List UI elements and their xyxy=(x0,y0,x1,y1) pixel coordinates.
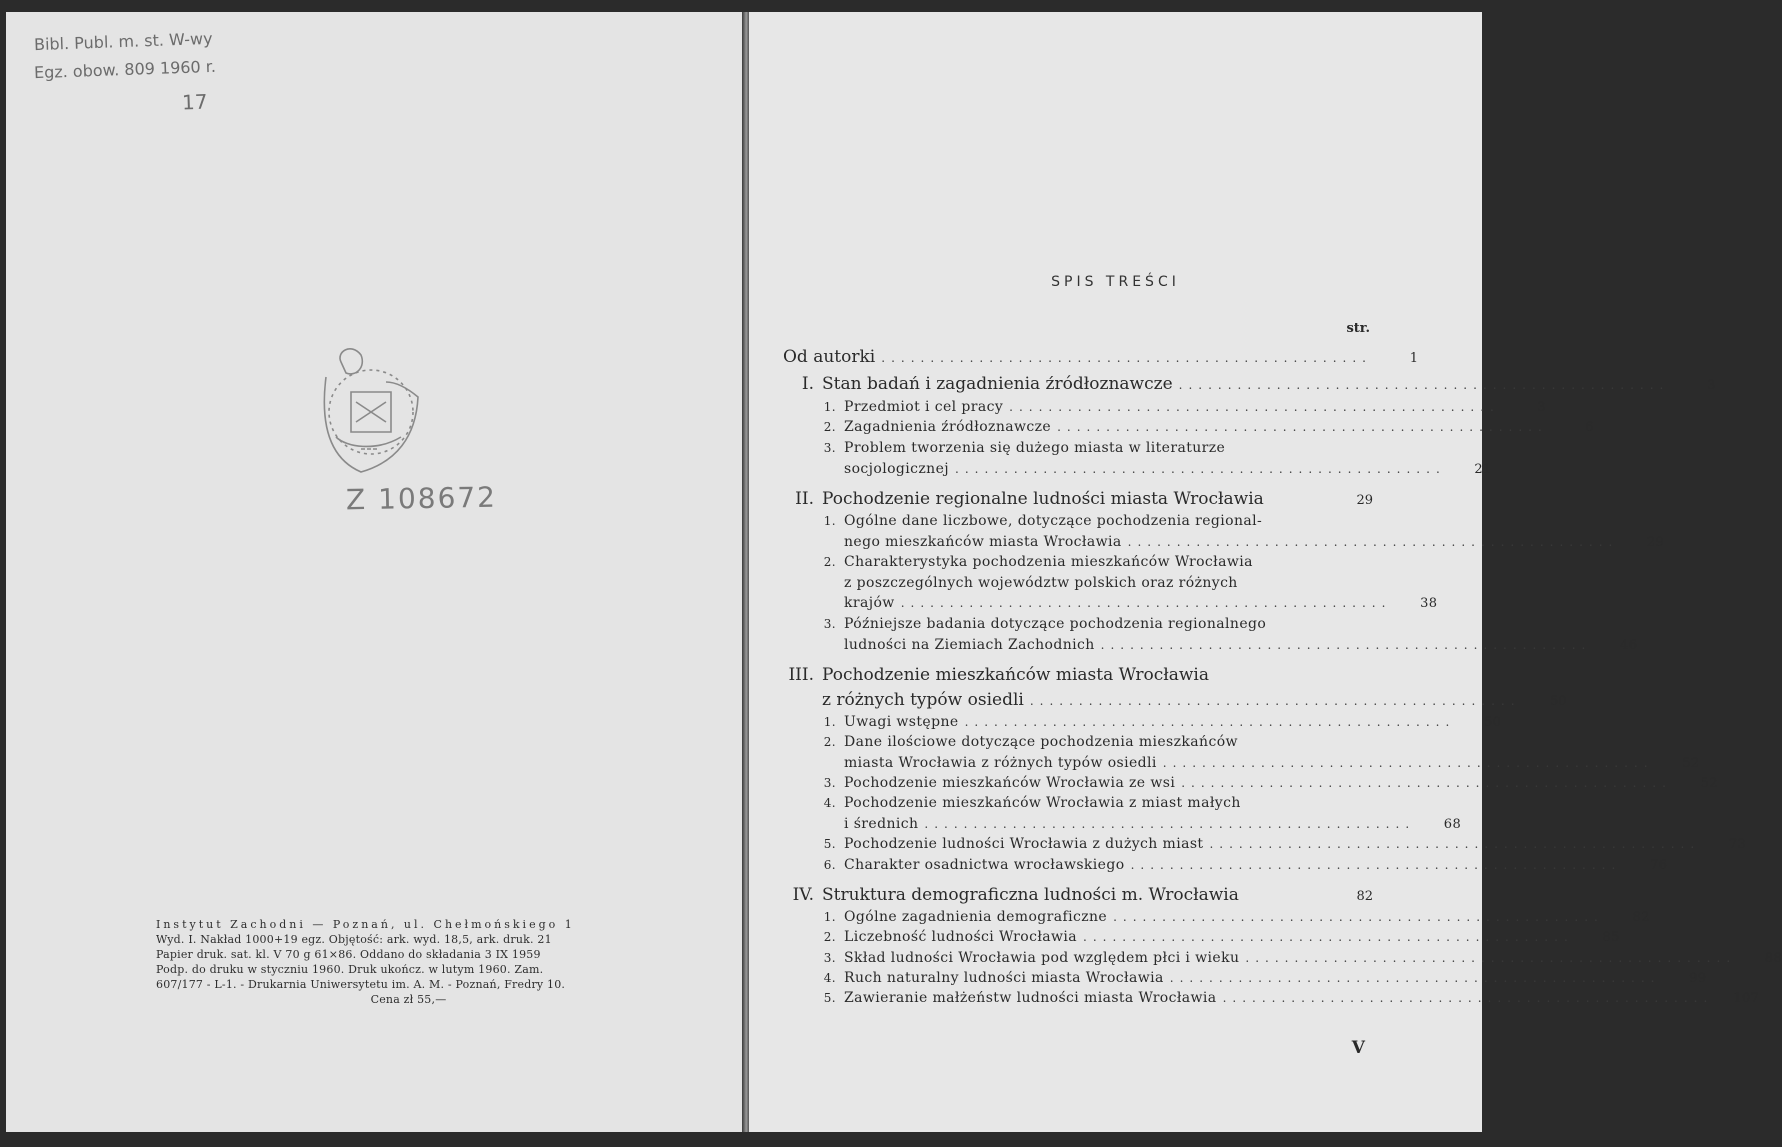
toc-chapter xyxy=(759,665,1373,685)
toc-entry xyxy=(812,440,1373,456)
toc-entry-number: 3. xyxy=(823,617,836,631)
toc-entry-continuation xyxy=(844,755,1700,771)
toc-entry-number: 2. xyxy=(823,420,836,434)
imprint-line: Papier druk. sat. kl. V 70 g 61×86. Oddano do składania 3 IX 1959 xyxy=(156,948,541,961)
dot-leader: .................................................. xyxy=(1083,930,1574,944)
toc-page-number: 107 xyxy=(1733,991,1760,1006)
toc-entry xyxy=(812,399,1546,415)
dot-leader: .................................................. xyxy=(1169,971,1661,985)
toc-entry-text: ludności na Ziemiach Zachodnich xyxy=(844,637,1095,653)
right-page xyxy=(749,12,1782,1132)
toc-page-number: 6 xyxy=(1585,420,1594,435)
toc-entry-text: Ogólne zagadnienia demograficzne xyxy=(844,909,1108,925)
dot-leader: .................................................. xyxy=(964,715,1456,729)
toc-entry-text: Pochodzenie mieszkańców Wrocławia ze wsi xyxy=(844,775,1176,791)
imprint-line: Podp. do druku w styczniu 1960. Druk ukończ. w lutym 1960. Zam. xyxy=(156,963,544,976)
imprint-price: Cena zł 55,— xyxy=(370,993,447,1006)
toc-page-number: 21 xyxy=(1474,462,1492,477)
toc-entry xyxy=(812,714,1502,730)
toc-page-number: 29 xyxy=(1356,493,1373,508)
toc-entry-number: 1. xyxy=(823,400,836,414)
toc-entry xyxy=(812,950,1782,966)
toc-title: SPIS TREŚCI xyxy=(1051,274,1180,290)
toc-entry-text: Skład ludności Wrocławia pod względem płci i wieku xyxy=(844,950,1240,966)
toc-chapter-title: z różnych typów osiedli xyxy=(822,690,1024,710)
toc-chapter xyxy=(759,374,1716,394)
imprint-block xyxy=(156,917,661,1007)
toc-entry-text: Ruch naturalny ludności miasta Wrocławia xyxy=(844,970,1164,986)
dot-leader: .................................................. xyxy=(1130,858,1622,872)
toc-entry-text: nego mieszkańców miasta Wrocławia xyxy=(844,534,1122,550)
toc-chapter-title: Struktura demograficzna ludności m. Wrocławia xyxy=(822,885,1239,905)
toc-page-number: 68 xyxy=(1443,817,1462,832)
dot-leader: .................................................. xyxy=(1222,991,1714,1005)
imprint-line: 607/177 - L-1. - Drukarnia Uniwersytetu im. A. M. - Poznań, Fredry 10. xyxy=(156,978,566,991)
dot-leader: .................................................. xyxy=(1209,837,1701,851)
toc-entry-text: Ogólne dane liczbowe, dotyczące pochodzenia regional- xyxy=(844,513,1263,529)
toc-entry xyxy=(812,990,1760,1006)
library-note-line3: 17 xyxy=(181,89,208,115)
toc-entry-text: Charakterystyka pochodzenia mieszkańców Wrocławia xyxy=(844,554,1253,570)
dot-leader: .................................................. xyxy=(955,462,1446,476)
toc-chapter-title: Pochodzenie regionalne ludności miasta Wrocławia xyxy=(822,489,1264,509)
dot-leader: .................................................. xyxy=(1127,535,1619,549)
library-note-line1: Bibl. Publ. m. st. W-wy xyxy=(33,28,213,55)
toc-entry-continuation xyxy=(844,461,1492,477)
toc-entry-number: 5. xyxy=(823,837,836,851)
toc-entry-number: 2. xyxy=(823,735,836,749)
toc-entry xyxy=(812,909,1650,925)
dot-leader: .................................................. xyxy=(924,817,1416,831)
toc-chapter-number: I. xyxy=(801,374,814,394)
dot-leader: .................................................. xyxy=(1181,776,1672,790)
toc-entry-text: Zawieranie małżeństw ludności miasta Wrocławia xyxy=(844,990,1217,1006)
toc-entry-number: 4. xyxy=(823,971,836,985)
toc-entry xyxy=(812,513,1373,529)
page-number: V xyxy=(1351,1038,1365,1058)
toc-entry-text: Dane ilościowe dotyczące pochodzenia mieszkańców xyxy=(844,734,1238,750)
toc-chapter-number: II. xyxy=(795,489,814,509)
toc-page-number: 99 xyxy=(1689,971,1707,986)
toc-entry xyxy=(812,836,1747,852)
toc-page-number: 88 xyxy=(1764,951,1782,966)
toc-page-number: 50 xyxy=(1550,694,1567,709)
dot-leader: .................................................. xyxy=(900,596,1392,610)
toc-entry-continuation xyxy=(844,595,1438,611)
toc-entry-number: 4. xyxy=(823,796,836,810)
toc-entry-number: 3. xyxy=(823,951,836,965)
toc-page-number: 52 xyxy=(1700,776,1718,791)
toc-entry-text: Liczebność ludności Wrocławia xyxy=(844,929,1078,945)
toc-chapter-title: Stan badań i zagadnienia źródłoznawcze xyxy=(822,374,1173,394)
toc-entry-number: 3. xyxy=(823,776,836,790)
toc-entry xyxy=(812,929,1620,945)
toc-chapter-number: III. xyxy=(788,665,814,685)
dot-leader: .................................................. xyxy=(1113,910,1604,924)
toc-entry-text: Uwagi wstępne xyxy=(844,714,959,730)
toc-page-number: 50 xyxy=(1483,715,1502,730)
toc-page-number: 52 xyxy=(1682,756,1700,771)
imprint-line: Wyd. I. Nakład 1000+19 egz. Objętość: ark. wyd. 18,5, ark. druk. 21 xyxy=(156,933,552,946)
inventory-number: Z 108672 xyxy=(345,480,498,517)
toc-page-number: 82 xyxy=(1356,889,1373,904)
toc-entry-continuation xyxy=(844,534,1665,550)
toc-page-number: 29 xyxy=(1647,535,1665,550)
toc-page-number: 76 xyxy=(1649,858,1668,873)
toc-page-number: 82 xyxy=(1632,910,1650,925)
toc-entry-text: miasta Wrocławia z różnych typów osiedli xyxy=(844,755,1157,771)
toc-entry-text: Późniejsze badania dotyczące pochodzenia regionalnego xyxy=(844,616,1267,632)
library-note-line2: Egz. obow. 809 1960 r. xyxy=(33,56,217,83)
toc-entry-text: Problem tworzenia się dużego miasta w literaturze xyxy=(844,440,1226,456)
dot-leader: .................................................. xyxy=(881,351,1372,365)
toc-entry-continuation xyxy=(844,637,1638,653)
toc-entry xyxy=(812,857,1668,873)
toc-page-number: 3 xyxy=(1707,378,1716,393)
toc-chapter-title: Pochodzenie mieszkańców miasta Wrocławia xyxy=(822,665,1209,685)
toc-entry xyxy=(812,616,1373,632)
toc-entry-text: socjologicznej xyxy=(844,461,950,477)
dot-leader: .................................................. xyxy=(1162,756,1654,770)
toc-entry-text: z poszczególnych województw polskich oraz różnych xyxy=(844,575,1238,591)
toc-page-number: 85 xyxy=(1602,930,1620,945)
toc-entry-number: 1. xyxy=(823,910,836,924)
toc-page-number: 1 xyxy=(1409,351,1418,366)
toc-entry xyxy=(812,795,1373,811)
toc-page-number: 73 xyxy=(1728,837,1747,852)
toc-page-number: 3 xyxy=(1537,400,1546,415)
toc-entry xyxy=(812,734,1373,750)
toc-page-number: 38 xyxy=(1420,596,1438,611)
library-stamp-icon xyxy=(306,337,431,482)
toc-entry-continuation xyxy=(844,816,1462,832)
toc-entry-number: 1. xyxy=(823,514,836,528)
dot-leader: .................................................. xyxy=(1057,420,1548,434)
toc-entry-number: 6. xyxy=(823,858,836,872)
toc-entry-number: 5. xyxy=(823,991,836,1005)
toc-entry-number: 1. xyxy=(823,715,836,729)
toc-chapter xyxy=(759,885,1373,905)
left-page xyxy=(6,12,742,1132)
toc-entry xyxy=(812,775,1718,791)
toc-entry-text: Pochodzenie mieszkańców Wrocławia z miast małych xyxy=(844,795,1241,811)
toc-chapter-continuation xyxy=(822,690,1567,710)
imprint-publisher: Instytut Zachodni — Poznań, ul. Chełmońskiego 1 xyxy=(156,918,575,931)
toc-entry xyxy=(812,419,1594,435)
toc-entry-number: 3. xyxy=(823,441,836,455)
toc-entry xyxy=(783,347,1418,367)
dot-leader: .................................................. xyxy=(1009,400,1500,414)
toc-entry-text: krajów xyxy=(844,595,895,611)
toc-entry-text: Od autorki xyxy=(783,347,876,367)
toc-entry-text: i średnich xyxy=(844,816,919,832)
dot-leader: .................................................. xyxy=(1029,694,1521,708)
toc-entry-text: Zagadnienia źródłoznawcze xyxy=(844,419,1052,435)
toc-page-number: 46 xyxy=(1620,638,1638,653)
toc-entry xyxy=(812,554,1373,570)
toc-entry-text: Charakter osadnictwa wrocławskiego xyxy=(844,857,1125,873)
toc-entry-number: 2. xyxy=(823,555,836,569)
toc-chapter xyxy=(759,489,1373,509)
toc-entry-continuation xyxy=(844,575,1373,591)
toc-entry-text: Pochodzenie ludności Wrocławia z dużych miast xyxy=(844,836,1204,852)
dot-leader: .................................................. xyxy=(1100,638,1592,652)
toc-entry-number: 2. xyxy=(823,930,836,944)
dot-leader: .................................................. xyxy=(1245,951,1737,965)
book-gutter xyxy=(742,12,749,1132)
dot-leader: .................................................. xyxy=(1178,378,1670,392)
toc-entry xyxy=(812,970,1707,986)
page-column-label: str. xyxy=(1346,321,1370,336)
toc-chapter-number: IV. xyxy=(792,885,814,905)
toc-entry-text: Przedmiot i cel pracy xyxy=(844,399,1004,415)
